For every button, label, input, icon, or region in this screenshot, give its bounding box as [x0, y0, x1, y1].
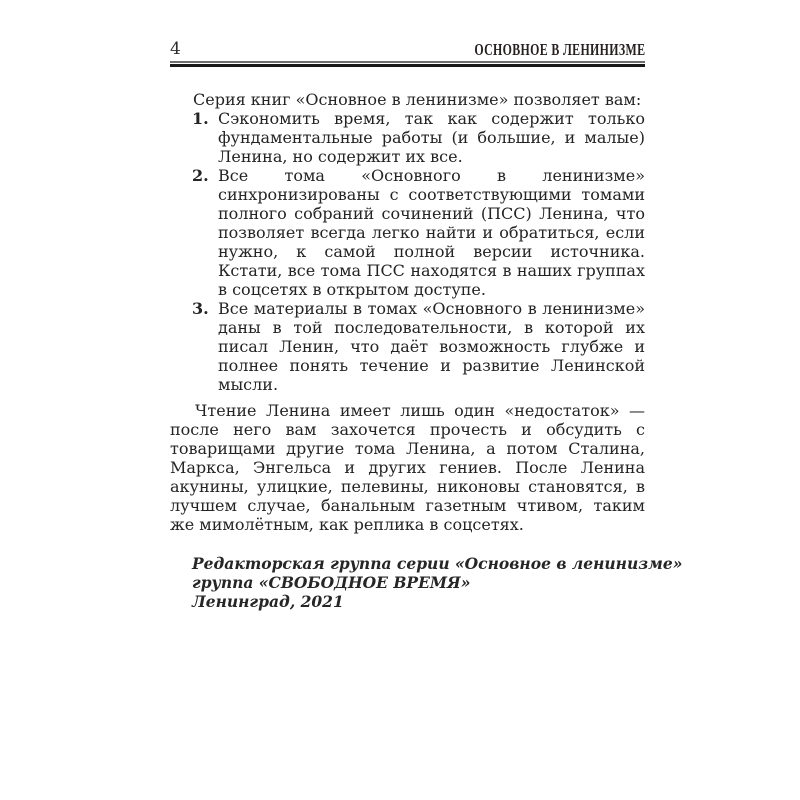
body-text [170, 90, 683, 611]
signature-block [192, 554, 683, 611]
list-item-number: 2. [192, 166, 209, 185]
list-item-text: Все тома «Основного в ленинизме» синхронизированы с соответствующими томами полного собраний сочинений (ПСС) Ленина, что позволяет всегда легко найти и обратиться, если нужно, к самой полной версии источника. Кстати, все тома ПСС находятся в наших группах в соцсетях в открытом доступе. [218, 166, 645, 299]
series-intro-line: Серия книг «Основное в ленинизме» позволяет вам: [193, 90, 642, 109]
running-title: ОСНОВНОЕ В ЛЕНИНИЗМЕ [473, 40, 645, 59]
list-item-number: 1. [192, 109, 209, 128]
list-item-text: Сэкономить время, так как содержит только фундаментальные работы (и большие, и малые) Ленина, но содержит их все. [218, 109, 645, 166]
page-content [170, 39, 683, 611]
list-item [170, 299, 645, 394]
signature-line-place-year: Ленинград, 2021 [192, 592, 344, 611]
list-item [170, 109, 645, 166]
benefits-list [170, 109, 645, 394]
list-item-text: Все материалы в томах «Основного в ленинизме» даны в той последовательности, в которой их писал Ленин, что даёт возможность глубже и полнее понять течение и развитие Ленинской мысли. [218, 299, 645, 394]
header-double-rule [170, 61, 645, 67]
signature-line-editors: Редакторская группа серии «Основное в ленинизме» [192, 554, 683, 573]
page-number: 4 [170, 39, 181, 59]
page-header [170, 40, 645, 59]
list-item [170, 166, 645, 299]
closing-paragraph: Чтение Ленина имеет лишь один «недостаток» — после него вам захочется прочесть и обсудить с товарищами другие тома Ленина, а потом Сталина, Маркса, Энгельса и других гениев. После Ленина акунины, улицкие, пелевины, никоновы становятся, в лучшем случае, банальным газетным чтивом, таким же мимолётным, как реплика в соцсетях. [170, 401, 645, 534]
signature-line-group: группа «СВОБОДНОЕ ВРЕМЯ» [192, 573, 471, 592]
list-item-number: 3. [192, 299, 209, 318]
